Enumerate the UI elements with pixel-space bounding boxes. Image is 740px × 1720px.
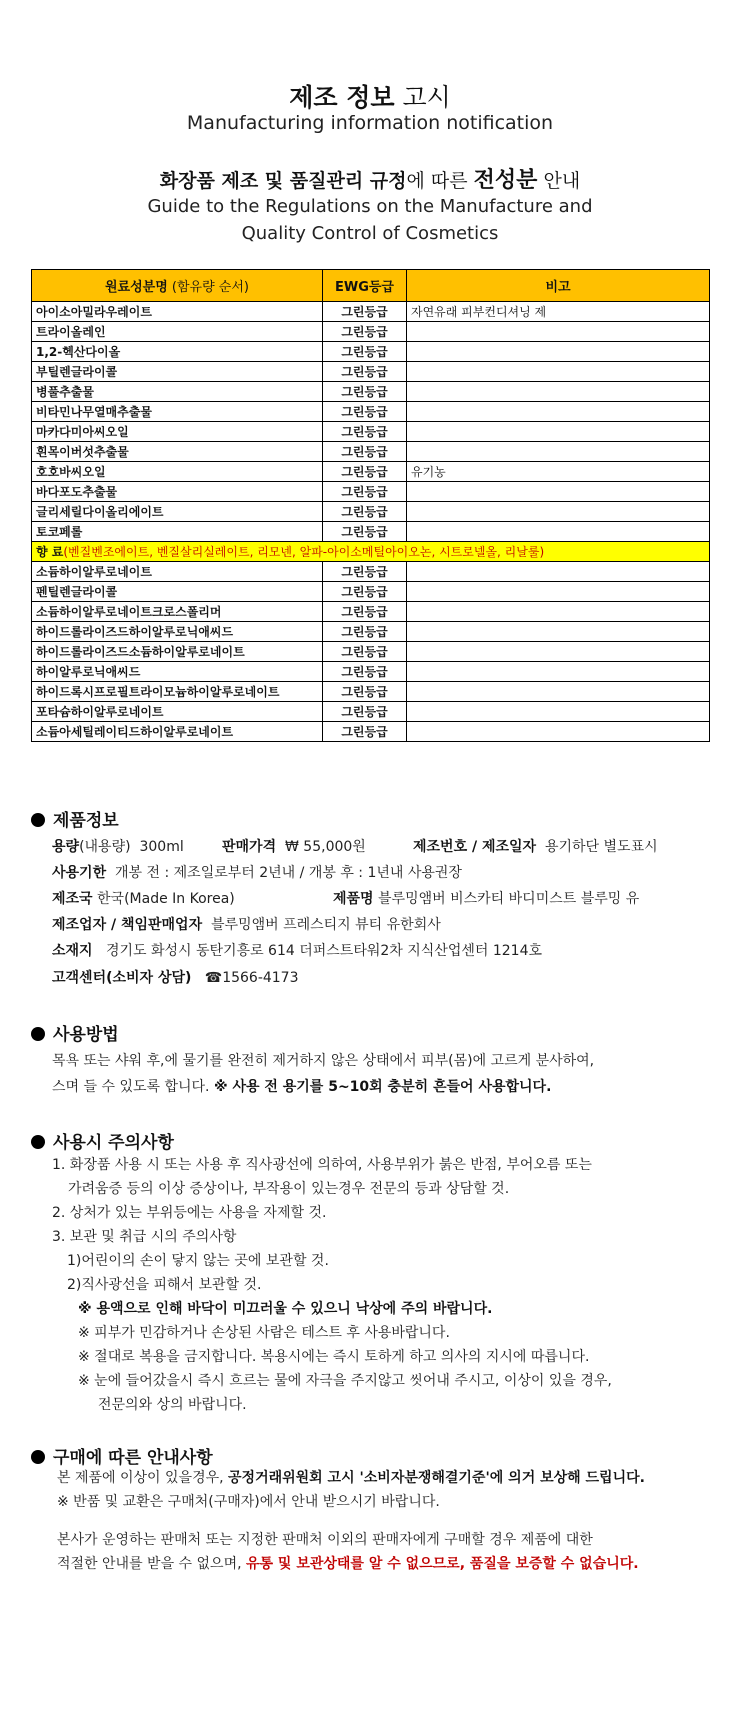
ingredient-note — [407, 362, 710, 382]
ingredient-note — [407, 442, 710, 462]
ewg-grade: 그린등급 — [323, 302, 407, 322]
product-lot-line: 제조번호 / 제조일자 용기하단 별도표시 — [413, 839, 658, 855]
product-maker-line: 제조업자 / 책임판매업자 블루밍앰버 프레스티지 뷰티 유한회사 — [52, 917, 441, 933]
table-row — [32, 522, 710, 542]
table-row — [32, 362, 710, 382]
table-row — [32, 662, 710, 682]
product-expiry-line: 사용기한 개봉 전 : 제조일로부터 2년내 / 개봉 후 : 1년내 사용권장 — [52, 865, 462, 881]
ewg-grade: 그린등급 — [323, 342, 407, 362]
ingredient-note — [407, 382, 710, 402]
fragrance-row — [32, 542, 710, 562]
ingredient-name: 마카다미아씨오일 — [32, 422, 323, 442]
caution-line-2: 가려움증 등의 이상 증상이나, 부작용이 있는경우 전문의 등과 상담할 것. — [68, 1181, 510, 1197]
ingredient-name: 글리세릴다이올리에이트 — [32, 502, 323, 522]
caution-line-10: ※ 눈에 들어갔을시 즉시 흐르는 물에 자극을 주지않고 씻어내 주시고, 이상이 있을 경우, — [78, 1373, 612, 1389]
table-row — [32, 562, 710, 582]
table-row — [32, 602, 710, 622]
ingredient-note — [407, 622, 710, 642]
ingredient-name: 1,2-헥산다이올 — [32, 342, 323, 362]
bullet-icon — [31, 1450, 45, 1464]
ingredient-note — [407, 482, 710, 502]
table-row — [32, 422, 710, 442]
bullet-icon — [31, 813, 45, 827]
table-row — [32, 342, 710, 362]
table-row — [32, 582, 710, 602]
ewg-grade: 그린등급 — [323, 522, 407, 542]
ewg-grade: 그린등급 — [323, 722, 407, 742]
ingredient-name: 소듐하이알루로네이트크로스폴리머 — [32, 602, 323, 622]
caution-line-8: ※ 피부가 민감하거나 손상된 사람은 테스트 후 사용바랍니다. — [78, 1325, 450, 1341]
bullet-icon — [31, 1135, 45, 1149]
table-row — [32, 682, 710, 702]
ingredient-note — [407, 722, 710, 742]
product-country-line: 제조국 한국(Made In Korea) — [52, 891, 235, 907]
ingredient-name: 포타슘하이알루로네이트 — [32, 702, 323, 722]
purchase-line-4: 적절한 안내를 받을 수 없으며, 유통 및 보관상태를 알 수 없으므로, 품질을 보증할 수 없습니다. — [57, 1556, 639, 1572]
ewg-grade: 그린등급 — [323, 362, 407, 382]
product-address-line: 소재지 경기도 화성시 동탄기흥로 614 더퍼스트타워2차 지식산업센터 1214호 — [52, 943, 542, 959]
ingredient-name: 바다포도추출물 — [32, 482, 323, 502]
ingredient-name: 소듐하이알루로네이트 — [32, 562, 323, 582]
table-row — [32, 722, 710, 742]
caution-line-11: 전문의와 상의 바랍니다. — [98, 1397, 247, 1413]
ewg-grade: 그린등급 — [323, 582, 407, 602]
product-price-line: 판매가격 ₩ 55,000원 — [222, 839, 366, 855]
ewg-grade: 그린등급 — [323, 442, 407, 462]
ingredient-note — [407, 662, 710, 682]
table-row — [32, 502, 710, 522]
table-row — [32, 382, 710, 402]
ingredient-name: 비타민나무열매추출물 — [32, 402, 323, 422]
ingredient-name: 소듐아세틸레이티드하이알루로네이트 — [32, 722, 323, 742]
ewg-grade: 그린등급 — [323, 502, 407, 522]
ingredient-note — [407, 582, 710, 602]
fragrance-label: 향 료 — [36, 545, 64, 559]
ingredient-note — [407, 562, 710, 582]
table-row — [32, 322, 710, 342]
ingredient-name: 하이드록시프로필트라이모늄하이알루로네이트 — [32, 682, 323, 702]
purchase-heading: 구매에 따른 안내사항 — [31, 1443, 213, 1468]
ingredient-note — [407, 502, 710, 522]
caution-heading: 사용시 주의사항 — [31, 1128, 174, 1153]
table-row — [32, 442, 710, 462]
ingredient-note — [407, 682, 710, 702]
caution-line-1: 1. 화장품 사용 시 또는 사용 후 직사광선에 의하여, 사용부위가 붉은 반점, 부어오름 또는 — [52, 1157, 592, 1173]
ingredient-name: 부틸렌글라이콜 — [32, 362, 323, 382]
ewg-grade: 그린등급 — [323, 382, 407, 402]
ewg-grade: 그린등급 — [323, 462, 407, 482]
table-row — [32, 622, 710, 642]
table-header-row — [32, 270, 710, 302]
ingredient-note: 유기농 — [407, 462, 710, 482]
ewg-grade: 그린등급 — [323, 562, 407, 582]
ingredient-note — [407, 702, 710, 722]
ingredient-name: 펜틸렌글라이콜 — [32, 582, 323, 602]
caution-line-6: 2)직사광선을 피해서 보관할 것. — [67, 1277, 262, 1293]
table-row — [32, 402, 710, 422]
page-title-en: Manufacturing information notification — [186, 112, 554, 134]
ewg-grade: 그린등급 — [323, 702, 407, 722]
phone-number[interactable]: ☎1566-4173 — [204, 970, 299, 986]
ingredient-note — [407, 422, 710, 442]
product-info-heading: 제품정보 — [31, 806, 119, 831]
fragrance-detail: (벤질벤조에이트, 벤질살리실레이트, 리모넨, 알파-아이소메틸아이오논, 시트로넬올, 리날룰) — [63, 545, 545, 559]
ingredient-name: 하이드롤라이즈드하이알루로닉애씨드 — [32, 622, 323, 642]
bullet-icon — [31, 1027, 45, 1041]
caution-line-7: ※ 용액으로 인해 바닥이 미끄러울 수 있으니 낙상에 주의 바랍니다. — [78, 1301, 493, 1317]
ingredient-name: 호호바씨오일 — [32, 462, 323, 482]
purchase-line-1: 본 제품에 이상이 있을경우, 공정거래위원회 고시 '소비자분쟁해결기준'에 의거 보상해 드립니다. — [57, 1470, 645, 1486]
customer-center-line: 고객센터(소비자 상담) ☎1566-4173 — [52, 970, 299, 986]
purchase-line-3: 본사가 운영하는 판매처 또는 지정한 판매처 이외의 판매자에게 구매할 경우 제품에 대한 — [57, 1532, 593, 1548]
table-row — [32, 642, 710, 662]
section-subtitle: 화장품 제조 및 품질관리 규정에 따른 전성분 안내 — [159, 168, 581, 193]
ingredient-name: 하이알루로닉애씨드 — [32, 662, 323, 682]
ewg-grade: 그린등급 — [323, 482, 407, 502]
caution-line-3: 2. 상처가 있는 부위등에는 사용을 자제할 것. — [52, 1205, 327, 1221]
header-note: 비고 — [407, 270, 710, 302]
header-ingredient: 원료성분명 (함유량 순서) — [32, 270, 323, 302]
ewg-grade: 그린등급 — [323, 402, 407, 422]
ingredient-note — [407, 322, 710, 342]
table-row — [32, 702, 710, 722]
ingredient-table — [31, 269, 710, 742]
product-volume-line: 용량(내용량) 300ml — [52, 839, 184, 855]
ingredient-name: 흰목이버섯추출물 — [32, 442, 323, 462]
ingredient-name: 토코페롤 — [32, 522, 323, 542]
header-ewg-grade: EWG등급 — [323, 270, 407, 302]
ingredient-name: 하이드롤라이즈드소듐하이알루로네이트 — [32, 642, 323, 662]
ewg-grade: 그린등급 — [323, 322, 407, 342]
caution-line-9: ※ 절대로 복용을 금지합니다. 복용시에는 즉시 토하게 하고 의사의 지시에 따릅니다. — [78, 1349, 590, 1365]
ewg-grade: 그린등급 — [323, 642, 407, 662]
ingredient-note — [407, 342, 710, 362]
ingredient-name: 아이소아밀라우레이트 — [32, 302, 323, 322]
ingredient-note — [407, 522, 710, 542]
ewg-grade: 그린등급 — [323, 622, 407, 642]
ingredient-name: 트라이올레인 — [32, 322, 323, 342]
ewg-grade: 그린등급 — [323, 682, 407, 702]
ewg-grade: 그린등급 — [323, 662, 407, 682]
ingredient-note — [407, 402, 710, 422]
usage-heading: 사용방법 — [31, 1020, 119, 1045]
ewg-grade: 그린등급 — [323, 602, 407, 622]
ingredient-note — [407, 602, 710, 622]
ewg-grade: 그린등급 — [323, 422, 407, 442]
table-row — [32, 482, 710, 502]
usage-text-1: 목욕 또는 샤워 후,에 물기를 완전히 제거하지 않은 상태에서 피부(몸)에 고르게 분사하여, — [52, 1053, 595, 1069]
usage-text-2: 스며 들 수 있도록 합니다. ※ 사용 전 용기를 5~10회 충분히 흔들어 사용합니다. — [52, 1079, 552, 1095]
table-row — [32, 462, 710, 482]
product-name-line: 제품명 블루밍앰버 비스카티 바디미스트 블루밍 유 — [333, 891, 640, 907]
page-title: 제조 정보 고시 — [289, 83, 451, 112]
section-subtitle-en: Guide to the Regulations on the Manufacture and Quality Control of Cosmetics — [147, 196, 593, 244]
ingredient-note — [407, 642, 710, 662]
ingredient-note: 자연유래 피부컨디셔닝 제 — [407, 302, 710, 322]
purchase-line-2: ※ 반품 및 교환은 구매처(구매자)에서 안내 받으시기 바랍니다. — [57, 1494, 440, 1510]
caution-line-4: 3. 보관 및 취급 시의 주의사항 — [52, 1229, 237, 1245]
ingredient-name: 병풀추출물 — [32, 382, 323, 402]
table-row — [32, 302, 710, 322]
caution-line-5: 1)어린이의 손이 닿지 않는 곳에 보관할 것. — [67, 1253, 329, 1269]
